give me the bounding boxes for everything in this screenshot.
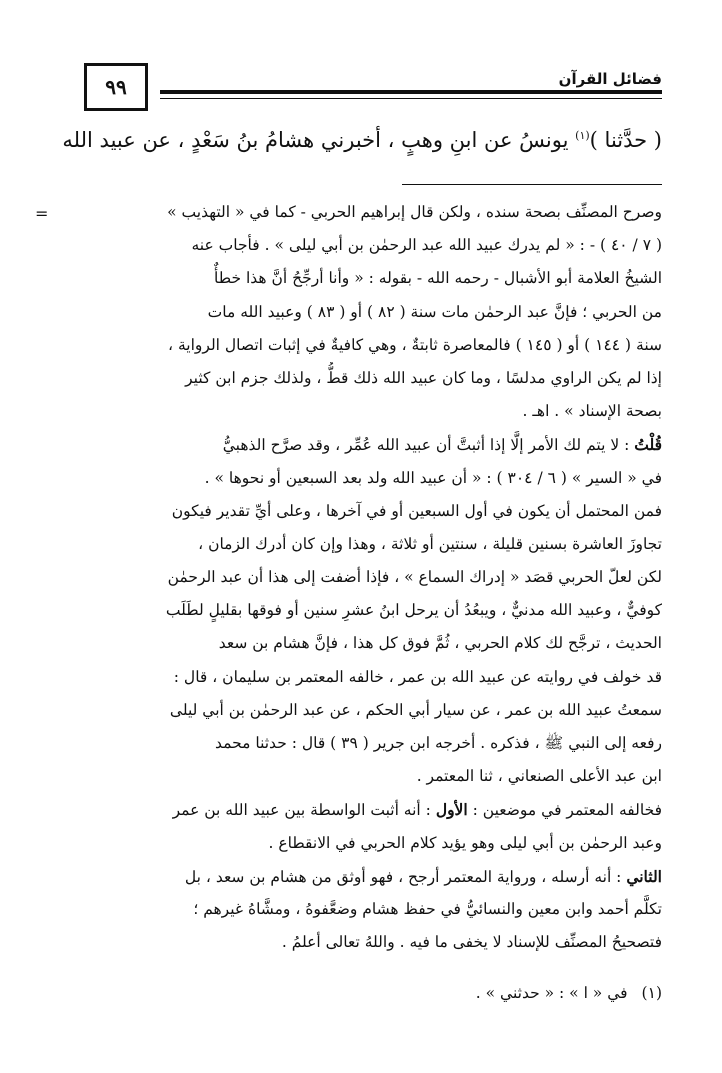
commentary-line: بصحة الإسناد » . اهـ . <box>522 402 662 421</box>
footnote-number: (١) <box>641 984 662 1002</box>
commentary-line: إذا لم يكن الراوي مدلسًا ، وما كان عبيد الله ذلك قطُّ ، ولذلك جزم ابن كثير <box>185 368 662 387</box>
continuation-mark: = <box>35 204 49 223</box>
footnote <box>55 978 662 1008</box>
commentary-line: وعبد الرحمٰن بن أبي ليلى وهو يؤيد كلام الحربي في الانقطاع . <box>268 833 662 852</box>
footnote-reference[interactable]: (١) <box>575 129 590 142</box>
commentary-line: لكن لعلّ الحربي قصَد « إدراك السماع » ، فإذا أضفت إلى هذا أن عبد الرحمٰن <box>167 568 662 587</box>
footnote-separator <box>402 184 662 185</box>
commentary-line: فتصحيحُ المصنِّف للإسناد لا يخفى ما فيه . واللهُ تعالى أعلمُ . <box>281 933 662 952</box>
commentary-text: : أنه أثبت الواسطة بين عبيد الله بن عمر <box>172 801 436 820</box>
commentary-text: : أنه أرسله ، ورواية المعتمر أرجح ، فهو أوثق من هشام بن سعد ، بل <box>184 867 627 886</box>
commentary-line: تجاوزَ العاشرة بسنين قليلة ، سنتين أو ثلاثة ، وهذا وإن كان أدرك الزمان ، <box>198 534 662 553</box>
book-title: فضائل القرآن <box>558 70 662 88</box>
commentary-text: فخالفه المعتمر في موضعين : <box>467 801 662 820</box>
commentary-keyword: قُلْتُ <box>634 435 662 455</box>
header-rule-thin <box>160 98 662 99</box>
commentary-line: وصرح المصنِّف بصحة سنده ، ولكن قال إبراهيم الحربي - كما في « التهذيب » <box>167 203 662 221</box>
commentary-line: في « السير » ( ٦ / ٣٠٤ ) : « أن عبيد الله ولد بعد السبعين أو نحوها » . <box>204 468 662 487</box>
commentary-line: سمعتُ عبيد الله بن عمر ، عن سيار أبي الحكم ، عن عبد الرحمٰن بن أبي ليلى <box>169 700 662 719</box>
page-number-text: ٩٩ <box>105 75 127 99</box>
footnote-text: في « ا » : « حدثني » . <box>475 984 628 1002</box>
main-text-rest: يونسُ عن ابنِ وهبٍ ، أخبرني هشامُ بنُ سَعْدٍ ، عن عبيد الله <box>62 128 576 152</box>
commentary-line: سنة ( ١٤٤ ) أو ( ١٤٥ ) فالمعاصرة ثابتةٌ ، وهي كافيةٌ في إثبات اتصال الرواية ، <box>168 335 662 354</box>
commentary-keyword: الثاني <box>626 866 662 886</box>
commentary-block <box>35 196 662 959</box>
commentary-line <box>55 860 662 893</box>
commentary-line: ( ٧ / ٤٠ ) - : « لم يدرك عبيد الله عبد الرحمٰن بن أبي ليلى » . فأجاب عنه <box>191 236 662 255</box>
commentary-line: قد خولف في روايته عن عبيد الله بن عمر ، خالفه المعتمر بن سليمان ، قال : <box>173 667 662 686</box>
page-number <box>84 63 148 111</box>
commentary-line: ابن عبد الأعلى الصنعاني ، ثنا المعتمر . <box>416 767 662 786</box>
header-rule-thick <box>160 90 662 94</box>
commentary-line: الحديث ، ترجَّح لك كلام الحربي ، ثُمَّ فوق كل هذا ، فإنَّ هشام بن سعد <box>218 634 662 653</box>
commentary-lines <box>55 196 662 959</box>
commentary-line <box>55 793 662 826</box>
commentary-line <box>55 428 662 461</box>
commentary-line: فمن المحتمل أن يكون في أول السبعين أو في آخرها ، وعلى أيِّ تقدير فيكون <box>171 501 662 520</box>
main-text-prefix: ( حدَّثنا ) <box>589 128 662 152</box>
commentary-line: الشيخُ العلامة أبو الأشبال - رحمه الله - بقوله : « وأنا أرجِّحُ أنَّ هذا خطأٌ <box>214 269 662 288</box>
commentary-line: كوفيٌّ ، وعبيد الله مدنيٌّ ، ويبعُدُ أن يرحل ابنُ عشرِ سنين أو فوقها بقليلٍ لطَلَب <box>165 601 662 620</box>
commentary-line: رفعه إلى النبي ﷺ ، فذكره . أخرجه ابن جرير ( ٣٩ ) قال : حدثنا محمد <box>215 734 662 752</box>
commentary-keyword: الأول <box>435 800 468 820</box>
commentary-text: : لا يتم لك الأمر إلَّا إذا أثبتَّ أن عبيد الله عُمِّر ، وقد صرَّح الذهبيُّ <box>222 436 635 455</box>
commentary-line: تكلَّم أحمد وابن معين والنسائيُّ في حفظ هشام وضعَّفوهُ ، ومشَّاهُ غيرهم ؛ <box>193 899 662 918</box>
commentary-line: من الحربي ؛ فإنَّ عبد الرحمٰن مات سنة ( ٨٢ ) أو ( ٨٣ ) وعبيد الله مات <box>207 302 662 321</box>
main-text-line <box>55 118 662 158</box>
